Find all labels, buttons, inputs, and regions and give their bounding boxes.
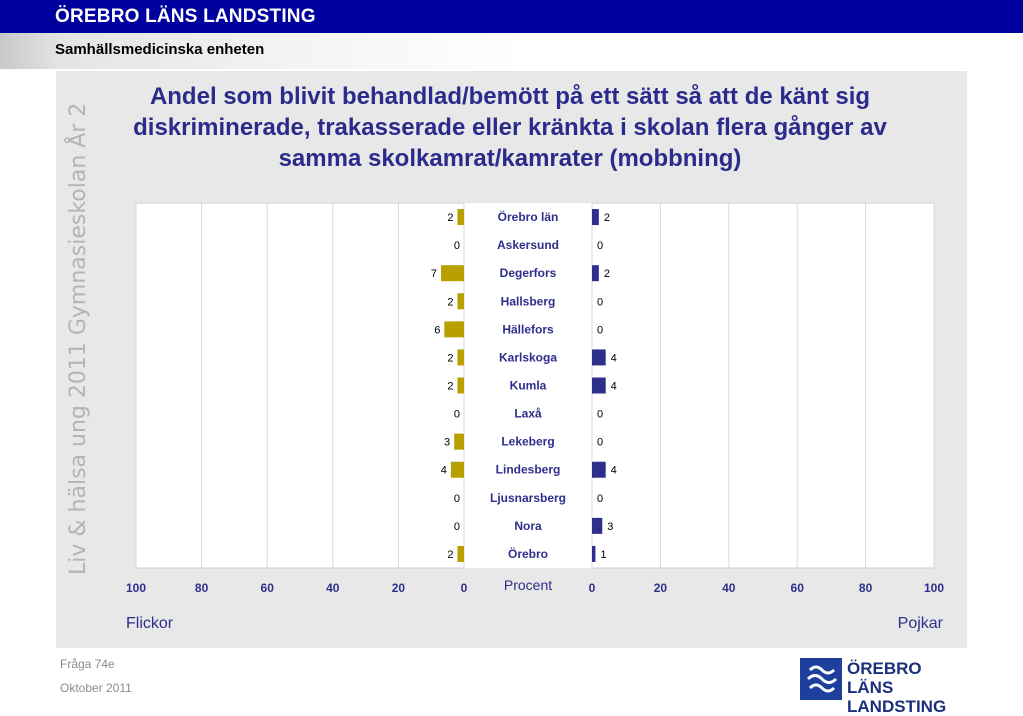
right-plot-area — [592, 203, 934, 568]
left-tick-label: 40 — [326, 581, 340, 595]
boys-data-label: 2 — [603, 268, 610, 281]
girls-data-label: 2 — [447, 548, 454, 561]
right-tick-label: 60 — [790, 581, 804, 595]
girls-data-label: 3 — [444, 436, 451, 449]
left-tick-label: 20 — [391, 581, 406, 595]
girls-data-label: 4 — [440, 464, 447, 477]
boys-data-label: 0 — [597, 240, 604, 253]
girls-data-label: 7 — [430, 268, 438, 281]
right-tick-label: 20 — [653, 581, 668, 595]
left-tick-label: 60 — [260, 581, 274, 595]
legend-boys: Pojkar — [897, 615, 943, 632]
girls-data-label: 2 — [447, 212, 454, 225]
girls-data-label: 2 — [447, 296, 454, 309]
category-label: Askersund — [496, 238, 560, 253]
unit-title: Samhällsmedicinska enheten — [55, 41, 265, 58]
girls-data-label: 6 — [434, 324, 441, 337]
boys-data-label: 0 — [597, 296, 604, 309]
left-plot-area — [136, 203, 464, 568]
boys-bar — [592, 349, 606, 365]
boys-data-label: 2 — [603, 212, 610, 225]
girls-bar — [457, 293, 464, 309]
right-tick-label: 40 — [722, 581, 736, 595]
girls-bar — [457, 349, 464, 365]
category-label: Nora — [514, 518, 542, 533]
category-label: Ljusnarsberg — [489, 490, 567, 505]
girls-data-label: 0 — [453, 492, 460, 505]
girls-data-label: 2 — [447, 380, 454, 393]
logo-text — [847, 659, 962, 716]
category-label: Kumla — [509, 378, 547, 393]
right-tick-label: 100 — [923, 581, 945, 595]
boys-data-label: 0 — [597, 436, 604, 449]
boys-data-label: 4 — [610, 464, 617, 477]
category-label: Hällefors — [502, 322, 554, 337]
boys-bar — [592, 378, 606, 394]
boys-data-label: 1 — [600, 548, 607, 561]
girls-bar — [457, 378, 464, 394]
category-label: Lindesberg — [495, 462, 561, 477]
boys-bar — [592, 546, 595, 562]
girls-data-label: 0 — [453, 520, 460, 533]
boys-data-label: 3 — [607, 520, 614, 533]
right-tick-label: 80 — [858, 581, 873, 595]
category-label: Lekeberg — [501, 434, 555, 449]
girls-bar — [454, 434, 464, 450]
girls-bar — [457, 546, 464, 562]
boys-bar — [592, 518, 602, 534]
right-tick-label: 0 — [588, 581, 596, 595]
girls-bar — [441, 265, 464, 281]
question-label: Fråga 74e — [60, 657, 115, 671]
category-label: Karlskoga — [498, 350, 558, 365]
boys-bar — [592, 462, 606, 478]
logo-line-2: LANDSTING — [847, 697, 947, 716]
boys-data-label: 4 — [610, 352, 617, 365]
girls-bar — [451, 462, 464, 478]
boys-data-label: 4 — [610, 380, 617, 393]
boys-data-label: 0 — [597, 408, 604, 421]
date-label: Oktober 2011 — [60, 681, 132, 695]
chart-title: Andel som blivit behandlad/bemött på ett sätt så att de känt sig diskriminerade, trakasserade eller kränkta i skolan flera gånger av samma skolkamrat/kamrater (mobbning) — [133, 83, 887, 172]
girls-data-label: 2 — [447, 352, 454, 365]
landsting-logo — [800, 658, 962, 716]
girls-data-label: 0 — [453, 240, 460, 253]
boys-data-label: 0 — [597, 492, 604, 505]
org-title: ÖREBRO LÄNS LANDSTING — [55, 6, 316, 27]
left-tick-label: 0 — [460, 581, 468, 595]
left-tick-label: 80 — [194, 581, 209, 595]
category-label: Laxå — [514, 406, 542, 421]
boys-data-label: 0 — [597, 324, 604, 337]
girls-data-label: 0 — [453, 408, 460, 421]
logo-symbol-icon — [800, 658, 842, 700]
girls-bar — [444, 321, 464, 337]
girls-bar — [457, 209, 464, 225]
logo-line-1: ÖREBRO LÄNS — [847, 659, 922, 697]
legend-girls: Flickor — [126, 615, 174, 632]
category-label: Örebro län — [497, 210, 559, 225]
left-tick-label: 100 — [125, 581, 147, 595]
survey-side-label: Liv & hälsa ung 2011 Gymnasieskolan År 2 — [66, 102, 91, 575]
x-axis-label: Procent — [503, 577, 553, 593]
boys-bar — [592, 265, 599, 281]
category-label: Hallsberg — [500, 294, 556, 309]
category-label: Örebro — [507, 546, 549, 561]
category-label: Degerfors — [499, 266, 557, 281]
boys-bar — [592, 209, 599, 225]
